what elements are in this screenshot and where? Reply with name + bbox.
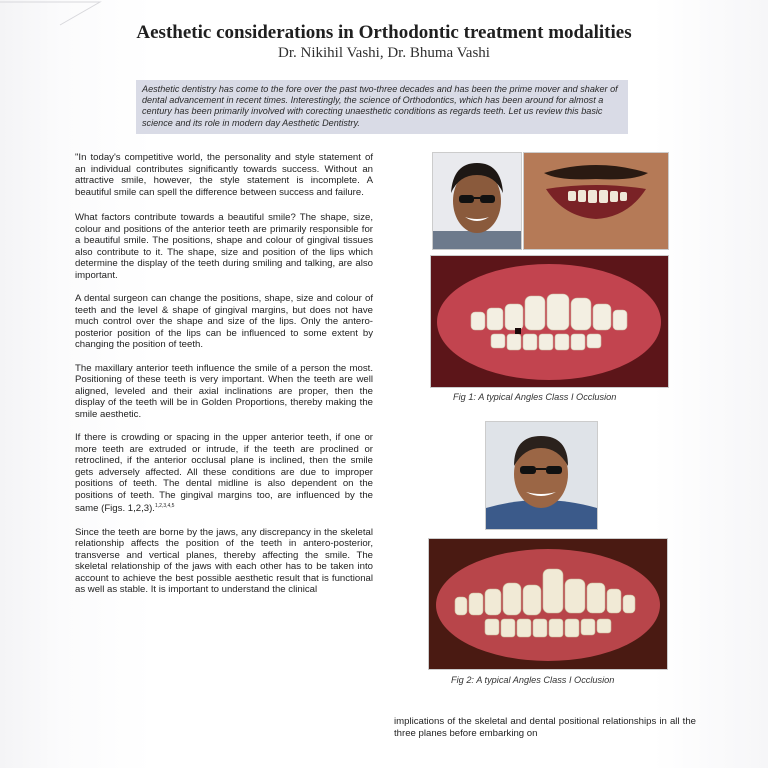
body-paragraph-4: The maxillary anterior teeth influence the smile of a person the most. Positioning of these teeth is very important. When the teeth are well aligned, leveled and their axial inclinations are proper, then the display of the teeth will be in Golden Proportions, thereby making the smile aesthetic. xyxy=(75,362,373,420)
article-title: Aesthetic considerations in Orthodontic treatment modalities xyxy=(136,22,632,43)
article-authors: Dr. Nikihil Vashi, Dr. Bhuma Vashi xyxy=(278,45,490,61)
body-paragraph-3: A dental surgeon can change the positions, shape, size and colour of teeth and the level & shape of gingival margins, but does not have much control over the shape and size of the lips. Only the antero-posterior position of the lips can be influenced to some extent by changing the position of teeth. xyxy=(75,293,373,350)
patient-face-photo-2 xyxy=(485,421,598,530)
body-paragraph-5-text: If there is crowding or spacing in the upper anterior teeth, if one or more teeth are extruded or intrude, if the teeth are proclined or retroclined, if the anterior occlusal plane is inclined, then the smile gets adversely affected. All these conditions are due to improper positions of teeth. The dental midline is also dependent on the positions of teeth. The gingival margins too, are influenced by the same (Figs. 1,2,3). xyxy=(75,432,373,515)
body-paragraph-5 xyxy=(75,432,373,515)
body-paragraph-2: What factors contribute towards a beautiful smile? The shape, size, colour and positions of the anterior teeth are primarily responsible for a beautiful smile. The positions, shape and colour of gingival tissues also contribute to it. The shape, size and position of the lips which determine the display of the teeth during smiling and talking, are also important. xyxy=(75,212,373,281)
figure-1-caption: Fig 1: A typical Angles Class I Occlusion xyxy=(453,392,617,402)
body-paragraph-6: Since the teeth are borne by the jaws, any discrepancy in the skeletal relationship affects the position of the teeth in antero-posterior, transverse and vertical planes, thereby affecting the smile. The skeletal relationship of the jaws with each other has to be taken into account to achieve the best possible aesthetic result that is functional as well as stable. It is important to understand the clinical xyxy=(75,526,373,596)
smile-closeup-image-1 xyxy=(524,153,668,249)
smile-closeup-photo-1 xyxy=(523,152,669,250)
reference-superscript: 1,2,3,4,5 xyxy=(154,503,175,509)
patient-face-image-1 xyxy=(433,153,521,249)
continuation-text: implications of the skeletal and dental positional relationships in all the three planes before embarking on xyxy=(394,716,696,739)
intraoral-photo-1 xyxy=(430,255,669,388)
abstract-box: Aesthetic dentistry has come to the fore over the past two-three decades and has been the prime mover and shaker of dental advancement in recent times. Interestingly, the science of Orthodontics, which has been around for almost a century has been primarily involved with corecting unaesthetic conditions as regards teeth. Let us review this basic science and its role in modern day Aesthetic Dentistry. xyxy=(136,80,628,134)
intraoral-photo-2 xyxy=(428,538,668,670)
patient-face-image-2 xyxy=(486,422,597,529)
body-column xyxy=(75,152,373,608)
intraoral-image-1 xyxy=(431,256,668,387)
body-paragraph-1: "In today's competitive world, the personality and style statement of an individual contributes significantly towards success. Without an attractive smile, however, the style statement is incomplete. A beautiful smile can spell the difference between success and failure. xyxy=(75,152,373,198)
patient-face-photo-1 xyxy=(432,152,522,250)
intraoral-image-2 xyxy=(429,539,667,669)
figure-2-caption: Fig 2: A typical Angles Class I Occlusion xyxy=(451,675,615,685)
